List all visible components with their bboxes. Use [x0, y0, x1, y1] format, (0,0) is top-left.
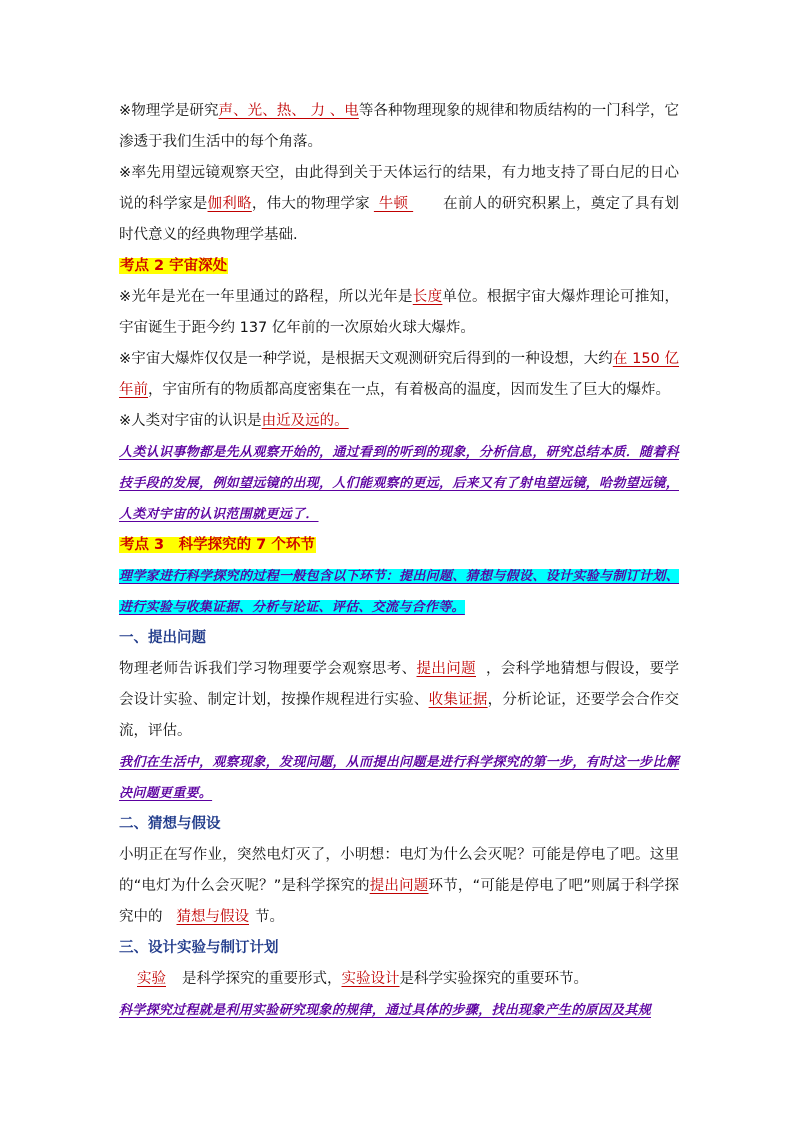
text: ※率先用望远镜观察天空，由此得到关于天体运行的结果，有力地支持了哥白尼的日心说的科学家是 [119, 165, 679, 212]
answer-fill: 长度 [412, 289, 443, 305]
answer-fill: 在 150 亿年前 [119, 351, 679, 398]
answer-fill: 提出问题 [369, 878, 429, 894]
section-hypothesis: 二、猜想与假设 [119, 816, 221, 832]
highlighted-note: 理学家进行科学探究的过程一般包含以下环节：提出问题、猜想与假设、设计实验与制订计划、进行实验与收集证据、分析与论证、评估、交流与合作等。 [119, 569, 679, 615]
document-body [119, 96, 679, 1026]
text: ，会科学地猜想与假设，要学会设计实验、制定计划，按操作规程进行实验、 [119, 661, 679, 708]
section-ask-question: 一、提出问题 [119, 630, 206, 646]
answer-fill: 由近及远的。 [261, 413, 349, 429]
paragraph-physics-definition [119, 96, 679, 158]
text: ，伟大的物理学家 [251, 196, 370, 212]
text: 环节，“可能是停电了吧”则属于科学探究中的 [119, 878, 679, 925]
text: ※物理学是研究 [119, 103, 219, 119]
paragraph-experiment [119, 964, 679, 995]
answer-fill: 实验 [137, 971, 166, 987]
answer-fill: 提出问题 [416, 661, 476, 677]
text: 在前人的研究积累上，奠定了具有划时代意义的经典物理学基础. [119, 196, 680, 243]
answer-fill: 收集证据 [428, 692, 488, 708]
note-first-step: 我们在生活中，观察现象，发现问题，从而提出问题是进行科学探究的第一步，有时这一步比解决问题更重要。 [119, 755, 679, 801]
section-heading: 考点 3 科学探究的 7 个环节 [120, 537, 315, 553]
text: ，宇宙所有的物质都高度密集在一点，有着极高的温度，因而发生了巨大的爆炸。 [148, 382, 670, 398]
section-heading: 考点 2 宇宙深处 [120, 258, 228, 274]
heading-kaodian-3 [119, 530, 679, 561]
text: ※光年是光在一年里通过的路程，所以光年是 [119, 289, 413, 305]
text: 是科学实验探究的重要环节。 [399, 971, 588, 987]
answer-fill: 猜想与假设 [176, 909, 249, 925]
text: 小明正在写作业，突然电灯灭了，小明想：电灯为什么会灭呢？可能是停电了吧。这里的“电灯为什么会灭呢？”是科学探究的 [119, 847, 679, 894]
text: 节。 [255, 909, 284, 925]
heading-kaodian-2 [119, 251, 679, 282]
text: ※人类对宇宙的认识是 [119, 413, 262, 429]
answer-fill: 声、光、热、 力 、电 [218, 103, 359, 119]
answer-fill: 牛顿 [373, 196, 414, 212]
text: 单位。根据宇宙大爆炸理论可推知，宇宙诞生于距今约 137 亿年前的一次原始火球大爆炸。 [119, 289, 680, 336]
note-inquiry-steps [119, 561, 679, 623]
text: ，分析论证，还要学会合作交流，评估。 [119, 692, 680, 739]
answer-fill: 实验设计 [341, 971, 400, 987]
paragraph-big-bang [119, 344, 679, 406]
paragraph-xiaoming [119, 840, 679, 933]
note-inquiry-process: 科学探究过程就是利用实验研究现象的规律，通过具体的步骤，找出现象产生的原因及其规 [119, 1003, 652, 1018]
answer-fill: 伽利略 [207, 196, 252, 212]
text: 物理老师告诉我们学习物理要学会观察思考、 [119, 661, 417, 677]
paragraph-light-year [119, 282, 679, 344]
paragraph-galileo-newton [119, 158, 679, 251]
paragraph-universe-knowledge [119, 406, 679, 437]
text: 等各种物理现象的规律和物质结构的一门科学，它渗透于我们生活中的每个角落。 [119, 103, 680, 150]
section-design-experiment: 三、设计实验与制订计划 [119, 940, 279, 956]
note-human-knowledge: 人类认识事物都是先从观察开始的，通过看到的听到的现象，分析信息，研究总结本质．随着科技手段的发展，例如望远镜的出现，人们能观察的更远，后来又有了射电望远镜，哈勃望远镜，人类对宇宙的认识范围就更远了． [119, 445, 679, 522]
text: ※宇宙大爆炸仅仅是一种学说，是根据天文观测研究后得到的一种设想，大约 [119, 351, 613, 367]
text: 是科学探究的重要形式， [182, 971, 342, 987]
paragraph-teacher [119, 654, 679, 747]
